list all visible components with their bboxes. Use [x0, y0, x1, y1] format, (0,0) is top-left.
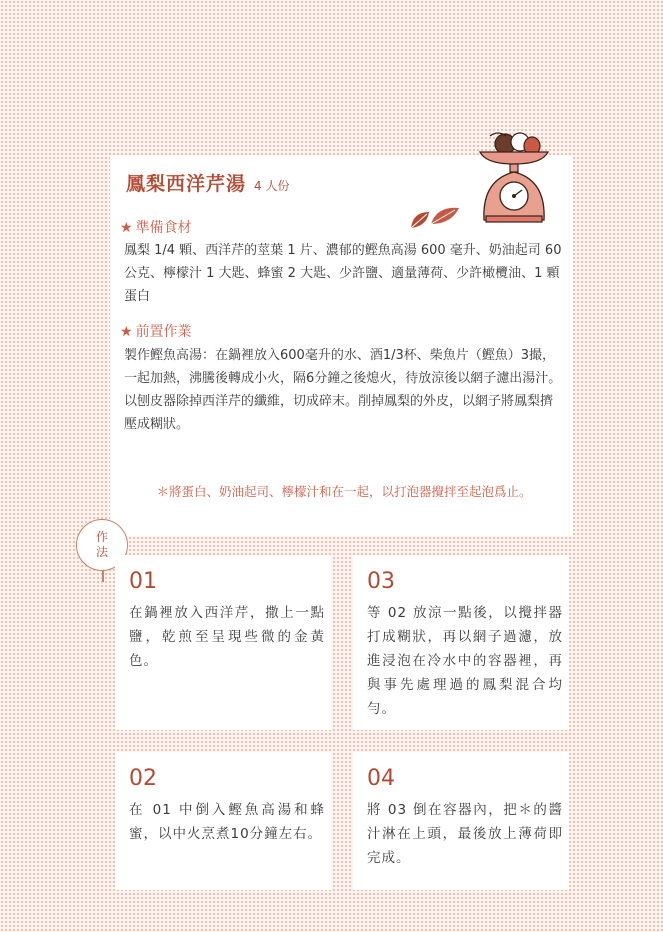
star-icon: ★ — [120, 220, 133, 236]
step-card — [353, 752, 569, 890]
ingredients-heading — [120, 217, 192, 237]
step-number: 04 — [367, 766, 395, 791]
prep-text: 製作鰹魚高湯：在鍋裡放入600毫升的水、酒1/3杯、柴魚片（鰹魚）3撮，一起加熱，沸騰後轉成小火，隔6分鐘之後熄火，待放涼後以網子濾出湯汁。 以刨皮器除掉西洋芹的纖維，切成碎末。削掉鳳梨的外皮，以網子將鳳梨擠壓成糊狀。 — [124, 348, 562, 432]
step-card — [115, 752, 331, 890]
method-badge-line1: 作 — [95, 530, 108, 544]
sauce-note: ＊將蛋白、奶油起司、檸檬汁和在一起，以打泡器攪拌至起泡爲止。 — [156, 484, 532, 499]
step-text: 在鍋裡放入西洋芹，撒上一點鹽，乾煎至呈現些微的金黃色。 — [129, 605, 325, 669]
step-number: 01 — [129, 569, 157, 594]
servings: 4 人份 — [254, 179, 290, 193]
prep-heading-label: 前置作業 — [135, 324, 192, 340]
ingredients-heading-label: 準備食材 — [135, 220, 192, 236]
step-card — [115, 555, 331, 730]
step-number: 03 — [367, 569, 395, 594]
leaves-icon — [407, 202, 462, 232]
star-icon: ★ — [120, 324, 133, 340]
prep-heading — [120, 321, 192, 341]
ingredients-text: 鳳梨 1/4 顆、西洋芹的莖葉 1 片、濃郁的鰹魚高湯 600 毫升、奶油起司 60 公克、檸檬汁 1 大匙、蜂蜜 2 大匙、少許鹽、適量薄荷、少許橄欖油、1 顆蛋白 — [124, 243, 562, 304]
kitchen-scale-with-fruit-icon — [470, 128, 560, 228]
step-text: 將 03 倒在容器內，把＊的醬汁淋在上頭，最後放上薄荷即完成。 — [367, 802, 563, 866]
step-text: 在 01 中倒入鰹魚高湯和蜂蜜，以中火烹煮10分鐘左右。 — [129, 802, 325, 842]
step-card — [353, 555, 569, 730]
step-number: 02 — [129, 766, 157, 791]
title-row — [126, 169, 289, 196]
step-text: 等 02 放涼一點後，以攪拌器打成糊狀，再以網子過濾，放進浸泡在冷水中的容器裡，再與事先處理過的鳳梨混合均勻。 — [367, 605, 563, 717]
method-badge-line2: 法 — [95, 545, 108, 559]
recipe-title: 鳳梨西洋芹湯 — [126, 173, 247, 195]
